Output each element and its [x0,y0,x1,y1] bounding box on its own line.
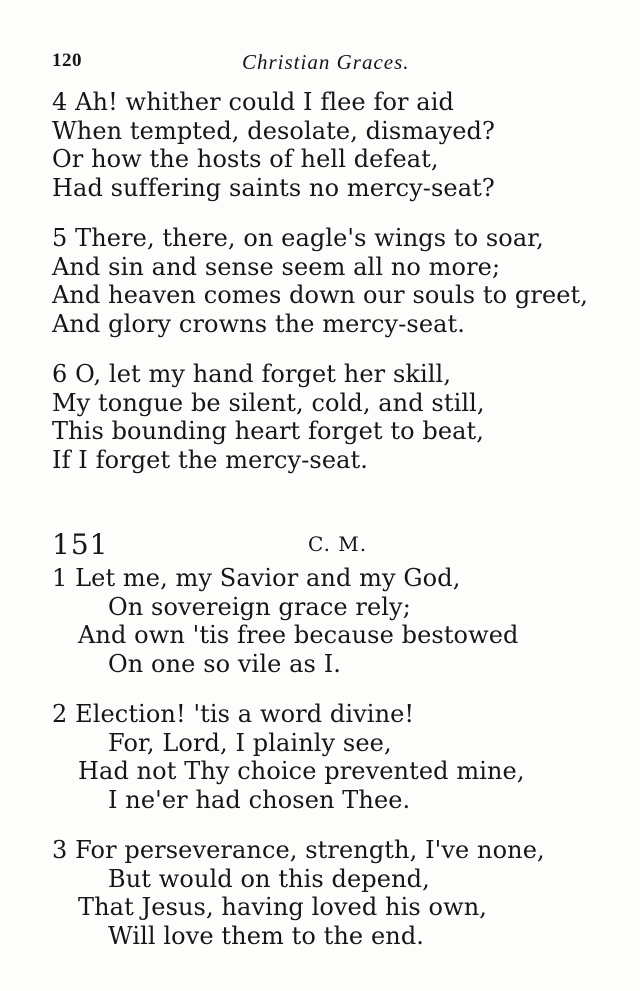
verse-line: 3 For perseverance, strength, I've none, [52,836,545,864]
hymn-number: 151 [52,528,109,561]
stanza-4 [52,88,495,203]
verse-line: Will love them to the end. [108,922,425,951]
verse-line: And heaven comes down our souls to greet, [52,281,589,310]
hymn-meter: C. M. [308,532,368,556]
verse-line: That Jesus, having loved his own, [78,893,488,922]
verse-line: And own 'tis free because bestowed [78,621,519,650]
verse-line: 1 Let me, my Savior and my God, [52,564,461,592]
stanza-5 [52,224,588,339]
verse-line: 4 Ah! whither could I flee for aid [52,88,454,116]
verse-line: And sin and sense seem all no more; [52,252,501,281]
verse-line: My tongue be silent, cold, and still, [52,388,485,417]
verse-line: 6 O, let my hand forget her skill, [52,360,452,388]
hymn-stanza-2 [52,700,525,815]
verse-line: Had not Thy choice prevented mine, [78,757,525,786]
verse-line: But would on this depend, [108,864,430,893]
verse-line: On one so vile as I. [108,650,341,679]
verse-line: Or how the hosts of hell defeat, [52,145,439,174]
hymn-heading [52,528,452,562]
verse-line: 2 Election! 'tis a word divine! [52,700,415,728]
verse-line: This bounding heart forget to beat, [52,417,485,446]
running-title: Christian Graces. [242,50,410,74]
verse-line: For, Lord, I plainly see, [108,728,392,757]
verse-line: Had suffering saints no mercy-seat? [52,174,495,203]
hymn-stanza-1 [52,564,519,679]
verse-line: If I forget the mercy-seat. [52,446,369,475]
page-number: 120 [52,50,82,71]
verse-line: I ne'er had chosen Thee. [108,786,411,815]
stanza-6 [52,360,485,475]
verse-line: When tempted, desolate, dismayed? [52,116,495,145]
page-header [52,50,432,76]
hymn-stanza-3 [52,836,545,951]
verse-line: And glory crowns the mercy-seat. [52,310,466,339]
verse-line: On sovereign grace rely; [108,592,411,621]
verse-line: 5 There, there, on eagle's wings to soar, [52,224,544,252]
